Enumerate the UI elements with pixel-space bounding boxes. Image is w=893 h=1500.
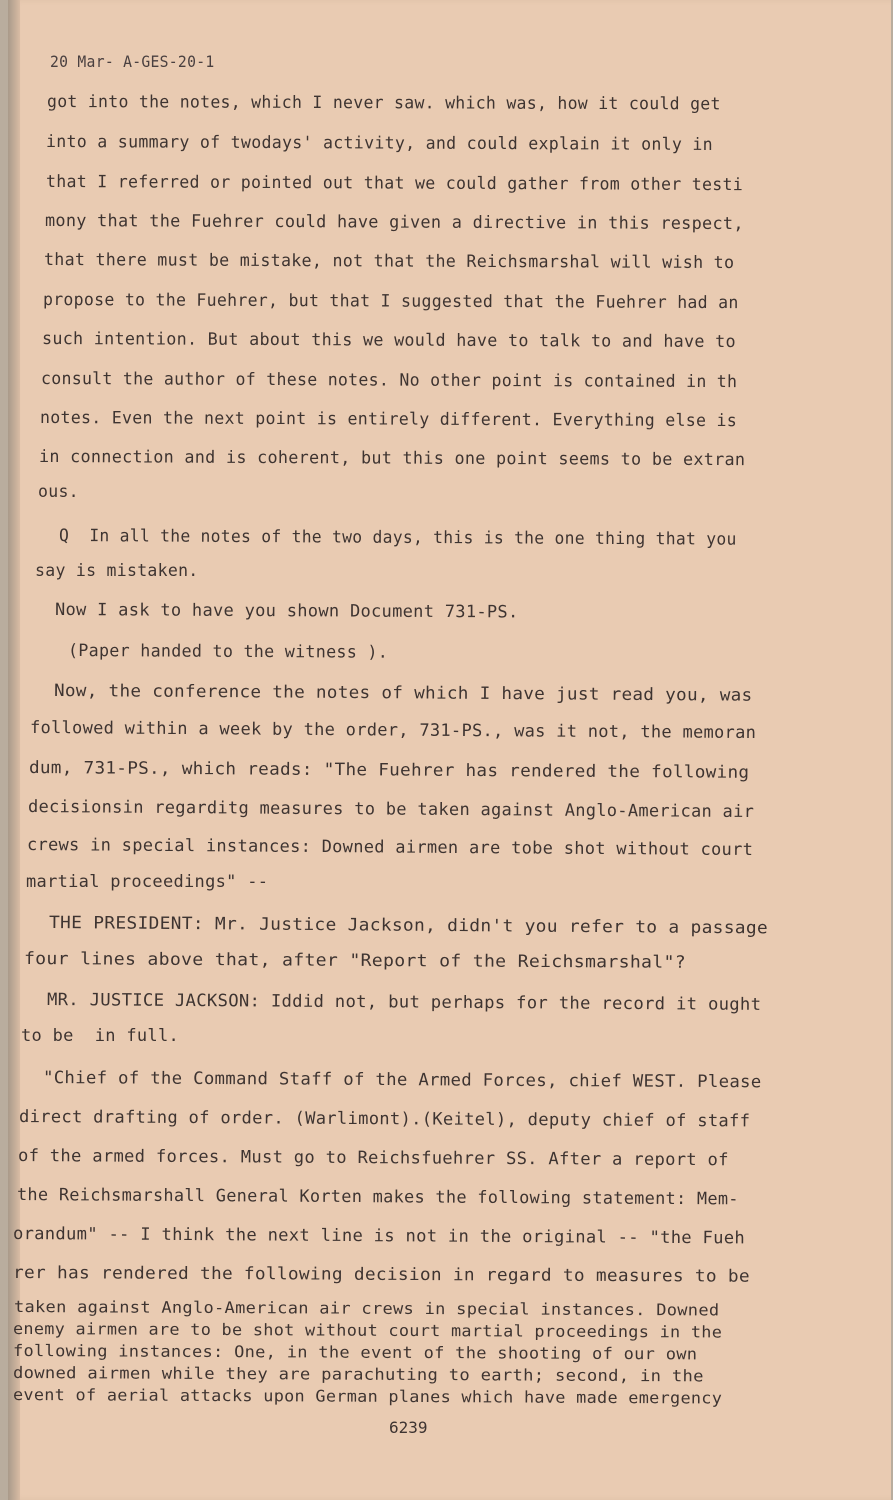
text-line-25: to be in full. — [21, 1026, 180, 1046]
text-line-6: propose to the Fuehrer, but that I suggested that the Fuehrer had an — [42, 290, 739, 314]
text-line-22: THE PRESIDENT: Mr. Justice Jackson, didn't you refer to a passage — [48, 913, 769, 939]
text-line-11: ous. — [38, 482, 79, 502]
text-line-18: dum, 731-PS., which reads: "The Fuehrer has rendered the following — [28, 758, 750, 783]
text-line-15: (Paper handed to the witness ). — [67, 641, 389, 663]
text-line-31: rer has rendered the following decision in regard to measures to be — [12, 1263, 750, 1287]
text-line-24: MR. JUSTICE JACKSON: Iddid not, but perhaps for the record it ought — [46, 990, 762, 1015]
text-line-29: the Reichsmarshall General Korten makes the following statement: Mem- — [16, 1185, 739, 1210]
text-line-36: event of aerial attacks upon German planes which have made emergency — [12, 1385, 723, 1408]
text-line-3: that I referred or pointed out that we could gather from other testi — [45, 172, 744, 196]
text-line-20: crews in special instances: Downed airmen are tobe shot without court — [26, 835, 754, 861]
text-line-13: say is mistaken. — [35, 561, 199, 581]
document-header: 20 Mar- A-GES-20-1 — [50, 52, 215, 71]
text-line-33: enemy airmen are to be shot without court martial proceedings in the — [12, 1319, 723, 1342]
text-line-32: taken against Anglo-American air crews in special instances. Downed — [13, 1297, 720, 1320]
document-page — [8, 0, 891, 1500]
text-line-21: martial proceedings" -- — [26, 872, 269, 892]
page-number: 6239 — [389, 1418, 428, 1437]
text-line-30: orandum" -- I think the next line is not in the original -- "the Fueh — [12, 1224, 746, 1249]
text-line-26: "Chief of the Command Staff of the Armed Forces, chief WEST. Please — [42, 1068, 762, 1093]
text-line-35: downed airmen while they are parachuting to earth; second, in the — [12, 1363, 704, 1386]
text-line-9: notes. Even the next point is entirely different. Everything else is — [39, 408, 738, 432]
text-line-2: into a summary of twodays' activity, and could explain it only in — [45, 132, 713, 155]
text-line-10: in connection and is coherent, but this one point seems to be extran — [38, 447, 746, 471]
text-line-7: such intention. But about this we would have to talk to and have to — [41, 329, 736, 353]
text-line-23: four lines above that, after "Report of the Reichsmarshal"? — [23, 949, 687, 973]
text-line-14: Now I ask to have you shown Document 731-PS. — [54, 600, 519, 623]
text-line-4: mony that the Fuehrer could have given a directive in this respect, — [44, 211, 744, 235]
text-line-17: followed within a week by the order, 731-PS., was it not, the memoran — [29, 718, 757, 744]
text-line-34: following instances: One, in the event of the shooting of our own — [12, 1341, 698, 1364]
text-line-12: Q In all the notes of the two days, this is the one thing that you — [58, 526, 737, 550]
text-line-5: that there must be mistake, not that the Reichsmarshal will wish to — [43, 250, 735, 274]
text-line-16: Now, the conference the notes of which I have just read you, was — [53, 681, 753, 706]
text-line-8: consult the author of these notes. No other point is contained in th — [40, 369, 738, 393]
text-line-19: decisionsin regarditg measures to be taken against Anglo-American air — [27, 797, 755, 823]
text-line-1: got into the notes, which I never saw. which was, how it could get — [46, 92, 721, 115]
text-line-27: direct drafting of order. (Warlimont).(Keitel), deputy chief of staff — [18, 1107, 751, 1132]
text-line-28: of the armed forces. Must go to Reichsfuehrer SS. After a report of — [17, 1146, 729, 1171]
